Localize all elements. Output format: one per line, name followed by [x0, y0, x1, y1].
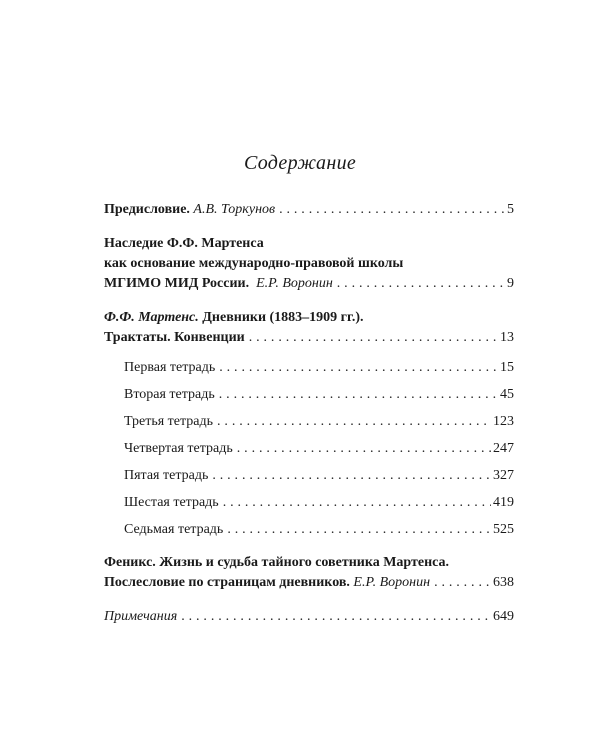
- dot-leader: [181, 607, 491, 627]
- toc-page-number: 45: [500, 387, 514, 402]
- toc-entry-author: Е.Р. Воронин: [256, 276, 333, 291]
- toc-entry-legacy[interactable]: [104, 234, 514, 294]
- dot-leader: [219, 385, 498, 405]
- dot-leader: [279, 200, 505, 220]
- toc-entry-notebook-2[interactable]: [104, 385, 514, 405]
- toc-entry-author: А.В. Торкунов: [193, 202, 276, 217]
- toc-page-number: 5: [507, 202, 514, 217]
- toc-entry-phoenix[interactable]: [104, 553, 514, 593]
- page-title: Содержание: [243, 152, 357, 174]
- toc-entry-label: Седьмая тетрадь: [124, 522, 224, 537]
- toc-page-number: 247: [493, 441, 514, 456]
- toc-entry-author: Е.Р. Воронин: [353, 575, 431, 590]
- toc-page-number: 123: [493, 414, 514, 429]
- toc-page-number: 525: [493, 522, 514, 537]
- dot-leader: [217, 412, 491, 432]
- toc-entry-label: Шестая тетрадь: [124, 495, 219, 510]
- toc-entry-line: Феникс. Жизнь и судьба тайного советника Мартенса.: [104, 555, 450, 570]
- toc-entry-notebook-3[interactable]: [104, 412, 514, 432]
- dot-leader: [337, 274, 505, 294]
- dot-leader: [434, 573, 491, 593]
- toc-entry-line: МГИМО МИД России.: [104, 276, 250, 291]
- toc-entry-line: Трактаты. Конвенции: [104, 330, 245, 345]
- toc-entry-notebook-5[interactable]: [104, 466, 514, 486]
- toc-page-number: 9: [507, 276, 514, 291]
- toc-entry-notebook-4[interactable]: [104, 439, 514, 459]
- dot-leader: [237, 439, 491, 459]
- toc-entry-label: Первая тетрадь: [124, 360, 216, 375]
- toc-entry-label: Предисловие.: [104, 202, 190, 217]
- dot-leader: [212, 466, 491, 486]
- toc-entry-label: Третья тетрадь: [124, 414, 214, 429]
- toc-entry-notes[interactable]: [104, 607, 514, 627]
- toc-entry-line: Дневники (1883–1909 гг.).: [202, 310, 364, 325]
- toc-entry-line: Наследие Ф.Ф. Мартенса: [104, 236, 264, 251]
- dot-leader: [227, 520, 491, 540]
- toc-page-number: 15: [500, 360, 514, 375]
- toc-entry-label: Четвертая тетрадь: [124, 441, 233, 456]
- toc-entry-line: Послесловие по страницам дневников.: [104, 575, 350, 590]
- toc-entry-notebook-6[interactable]: [104, 493, 514, 513]
- dot-leader: [223, 493, 491, 513]
- toc-entry-diaries[interactable]: [104, 308, 514, 348]
- toc-page-number: 649: [493, 609, 514, 624]
- toc-page-number: 327: [493, 468, 514, 483]
- toc-entry-label: Вторая тетрадь: [124, 387, 215, 402]
- toc-entry-label: Примечания: [104, 609, 178, 624]
- dot-leader: [219, 358, 498, 378]
- toc-entry-line: как основание международно-правовой школы: [104, 256, 404, 271]
- table-of-contents: [104, 200, 514, 627]
- toc-entry-notebook-7[interactable]: [104, 520, 514, 540]
- toc-entry-author: Ф.Ф. Мартенс.: [104, 310, 199, 325]
- toc-page-number: 638: [493, 575, 514, 590]
- toc-page-number: 419: [493, 495, 514, 510]
- toc-entry-preface[interactable]: [104, 200, 514, 220]
- toc-page-number: 13: [500, 330, 514, 345]
- toc-entry-notebook-1[interactable]: [104, 358, 514, 378]
- dot-leader: [249, 328, 498, 348]
- toc-entry-label: Пятая тетрадь: [124, 468, 209, 483]
